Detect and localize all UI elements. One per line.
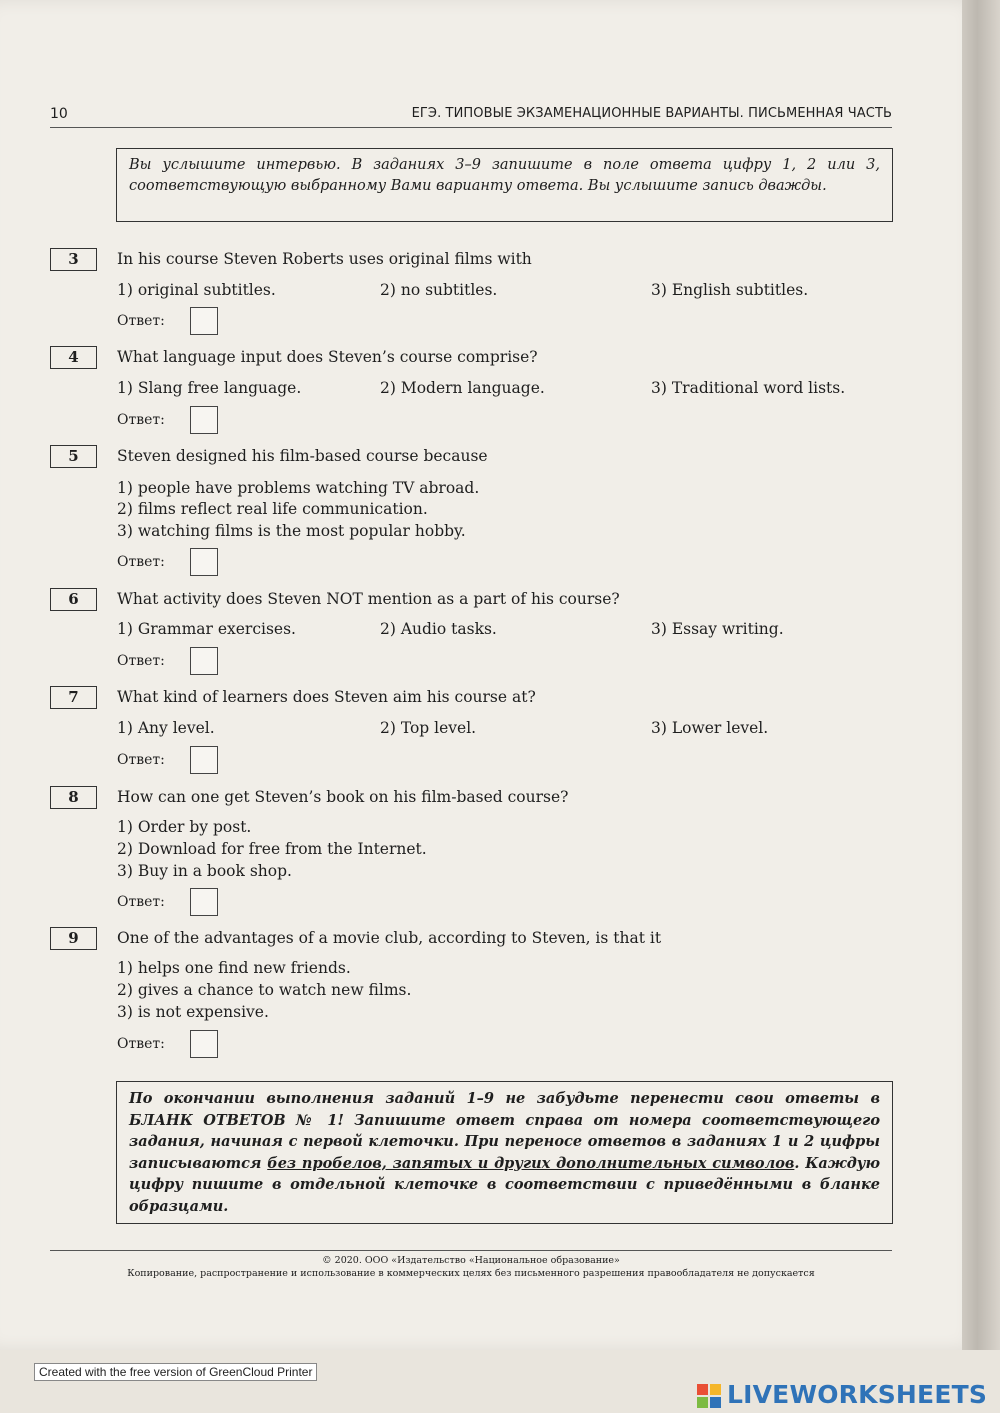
q8-answer-label: Ответ: <box>117 894 165 910</box>
header-title: ЕГЭ. ТИПОВЫЕ ЭКЗАМЕНАЦИОННЫЕ ВАРИАНТЫ. ПИСЬМЕННАЯ ЧАСТЬ <box>411 106 892 121</box>
q4-option-2: 2) Modern language. <box>380 379 545 397</box>
logo-text: LIVEWORKSHEETS <box>727 1380 988 1409</box>
final-instructions-box <box>116 1081 893 1224</box>
q3-option-2: 2) no subtitles. <box>380 281 498 299</box>
q6-answer-box[interactable] <box>190 647 218 675</box>
header-divider <box>50 127 892 128</box>
question-number-6: 6 <box>50 588 97 611</box>
question-number-3: 3 <box>50 248 97 271</box>
logo-grid-icon <box>697 1384 723 1410</box>
q5-option-1: 1) people have problems watching TV abroad. <box>117 479 480 497</box>
page-footer <box>50 1254 892 1280</box>
question-9-text: One of the advantages of a movie club, according to Steven, is that it <box>117 929 662 947</box>
liveworksheets-logo[interactable] <box>697 1378 992 1412</box>
q8-option-2: 2) Download for free from the Internet. <box>117 840 427 858</box>
footer-divider <box>50 1250 892 1251</box>
question-6-text: What activity does Steven NOT mention as a part of his course? <box>117 590 620 608</box>
q5-option-3: 3) watching films is the most popular hobby. <box>117 522 466 540</box>
instructions-box: Вы услышите интервью. В заданиях 3–9 запишите в поле ответа цифру 1, 2 или 3, соответствующую выбранному Вами варианту ответа. Вы услышите запись дважды. <box>116 148 893 222</box>
question-number-4: 4 <box>50 346 97 369</box>
question-4-text: What language input does Steven’s course comprise? <box>117 348 538 366</box>
question-number-5: 5 <box>50 445 97 468</box>
logo-cell-green <box>697 1397 708 1408</box>
logo-cell-blue <box>710 1397 721 1408</box>
q5-answer-label: Ответ: <box>117 554 165 570</box>
q3-option-1: 1) original subtitles. <box>117 281 276 299</box>
final-note-underlined: без пробелов, запятых и других дополнительных символов <box>267 1154 795 1172</box>
q7-option-2: 2) Top level. <box>380 719 477 737</box>
logo-cell-yellow <box>710 1384 721 1395</box>
q9-option-2: 2) gives a chance to watch new films. <box>117 981 412 999</box>
final-note-part1: По окончании выполнения заданий 1–9 не забудьте перенести свои ответы в БЛАНК ОТВЕТОВ № 1! Запишите ответ справа от номера соответствующего задания, начиная с первой клеточки. При переносе ответов в заданиях 1 и 2 цифры записываются <box>129 1090 880 1172</box>
question-5-text: Steven designed his film-based course because <box>117 447 488 465</box>
q4-option-3: 3) Traditional word lists. <box>651 379 846 397</box>
q7-option-1: 1) Any level. <box>117 719 215 737</box>
q9-option-3: 3) is not expensive. <box>117 1003 269 1021</box>
final-note-part2: . Каждую цифру пишите в отдельной клеточке в соответствии с приведёнными в бланке образцами. <box>129 1154 880 1215</box>
q6-option-2: 2) Audio tasks. <box>380 620 497 638</box>
q4-answer-box[interactable] <box>190 406 218 434</box>
question-number-9: 9 <box>50 927 97 950</box>
q5-option-2: 2) films reflect real life communication. <box>117 500 428 518</box>
q7-option-3: 3) Lower level. <box>651 719 769 737</box>
q9-answer-label: Ответ: <box>117 1036 165 1052</box>
q6-answer-label: Ответ: <box>117 653 165 669</box>
q6-option-1: 1) Grammar exercises. <box>117 620 296 638</box>
q8-answer-box[interactable] <box>190 888 218 916</box>
question-8-text: How can one get Steven’s book on his film-based course? <box>117 788 569 806</box>
q3-answer-label: Ответ: <box>117 313 165 329</box>
q6-option-3: 3) Essay writing. <box>651 620 784 638</box>
q3-option-3: 3) English subtitles. <box>651 281 809 299</box>
question-number-7: 7 <box>50 686 97 709</box>
q7-answer-box[interactable] <box>190 746 218 774</box>
q9-option-1: 1) helps one find new friends. <box>117 959 351 977</box>
printer-watermark: Created with the free version of GreenCloud Printer <box>34 1363 317 1381</box>
page-number: 10 <box>50 106 68 122</box>
q8-option-1: 1) Order by post. <box>117 818 252 836</box>
q4-answer-label: Ответ: <box>117 412 165 428</box>
footer-copyright: © 2020. ООО «Издательство «Национальное образование» <box>322 1255 620 1266</box>
q8-option-3: 3) Buy in a book shop. <box>117 862 292 880</box>
footer-notice: Копирование, распространение и использование в коммерческих целях без письменного разрешения правообладателя не допускается <box>127 1268 815 1279</box>
q4-option-1: 1) Slang free language. <box>117 379 302 397</box>
q9-answer-box[interactable] <box>190 1030 218 1058</box>
question-number-8: 8 <box>50 786 97 809</box>
scan-edge <box>962 0 1000 1350</box>
q3-answer-box[interactable] <box>190 307 218 335</box>
question-7-text: What kind of learners does Steven aim his course at? <box>117 688 536 706</box>
logo-cell-red <box>697 1384 708 1395</box>
q7-answer-label: Ответ: <box>117 752 165 768</box>
question-3-text: In his course Steven Roberts uses original films with <box>117 250 532 268</box>
q5-answer-box[interactable] <box>190 548 218 576</box>
